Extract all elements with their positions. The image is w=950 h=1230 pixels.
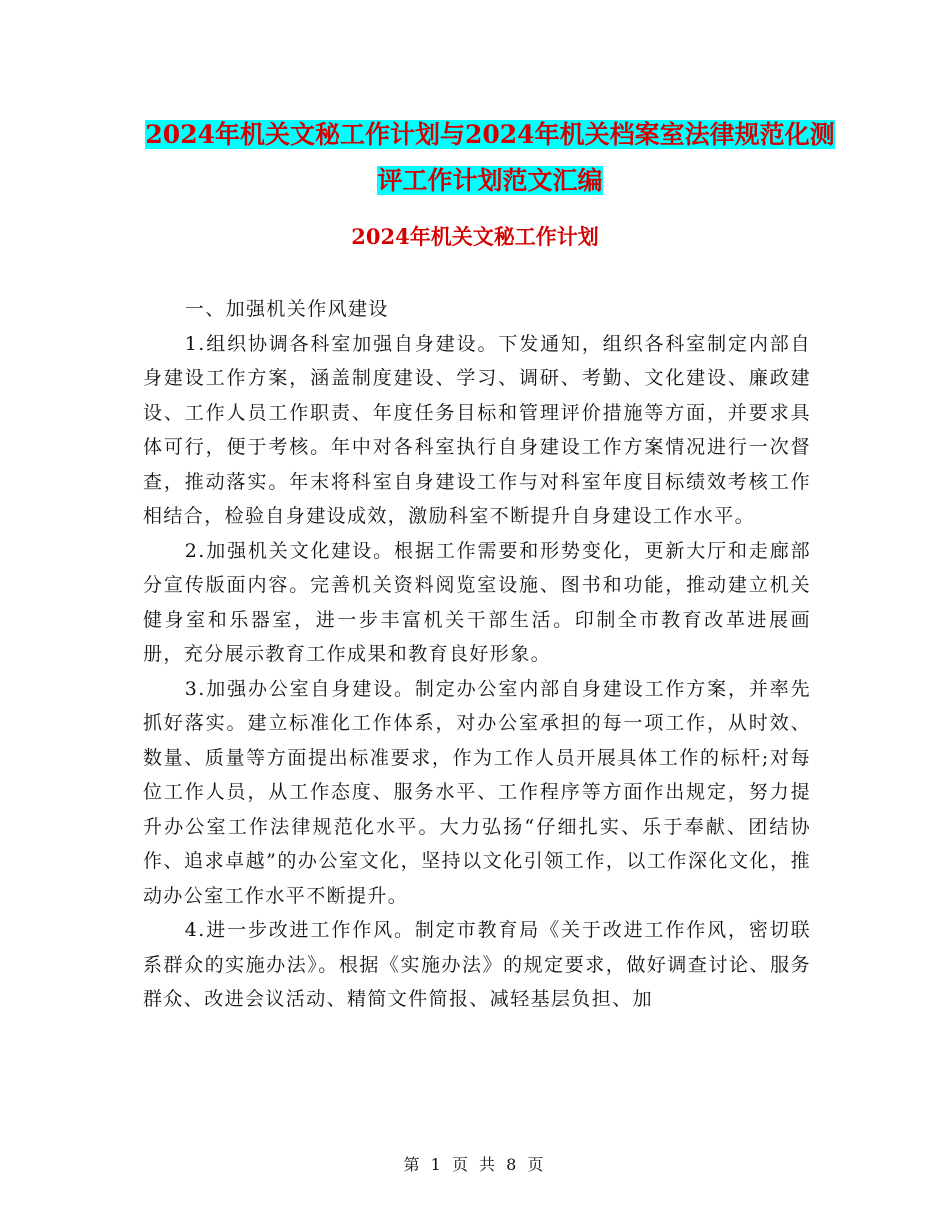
paragraph: 4.进一步改进工作作风。制定市教育局《关于改进工作作风，密切联系群众的实施办法》。根据《实施办法》的规定要求，做好调查讨论、服务群众、改进会议活动、精简文件简报、减轻基层负担、加	[143, 919, 811, 1010]
section-title: 2024年机关文秘工作计划	[351, 224, 599, 249]
paragraph-heading: 一、加强机关作风建设	[184, 298, 389, 320]
document-title	[140, 112, 840, 204]
page-footer: 第 1 页 共 8 页	[403, 1155, 547, 1174]
document-body	[143, 292, 811, 1017]
paragraph: 1.组织协调各科室加强自身建设。下发通知，组织各科室制定内部自身建设工作方案，涵盖制度建设、学习、调研、考勤、文化建设、廉政建设、工作人员工作职责、年度任务目标和管理评价措施等方面，并要求具体可行，便于考核。年中对各科室执行自身建设工作方案情况进行一次督查，推动落实。年末将科室自身建设工作与对科室年度目标绩效考核工作相结合，检验自身建设成效，激励科室不断提升自身建设工作水平。	[143, 332, 811, 527]
paragraph: 3.加强办公室自身建设。制定办公室内部自身建设工作方案，并率先抓好落实。建立标准化工作体系，对办公室承担的每一项工作，从时效、数量、质量等方面提出标准要求，作为工作人员开展具体工作的标杆;对每位工作人员，从工作态度、服务水平、工作程序等方面作出规定，努力提升办公室工作法律规范化水平。大力弘扬“仔细扎实、乐于奉献、团结协作、追求卓越”的办公室文化，坚持以文化引领工作，以工作深化文化，推动办公室工作水平不断提升。	[143, 677, 811, 907]
document-title-text: 2024年机关文秘工作计划与2024年机关档案室法律规范化测评工作计划范文汇编	[145, 120, 835, 195]
paragraph: 2.加强机关文化建设。根据工作需要和形势变化，更新大厅和走廊部分宣传版面内容。完善机关资料阅览室设施、图书和功能，推动建立机关健身室和乐器室，进一步丰富机关干部生活。印制全市教育改革进展画册，充分展示教育工作成果和教育良好形象。	[143, 539, 811, 665]
